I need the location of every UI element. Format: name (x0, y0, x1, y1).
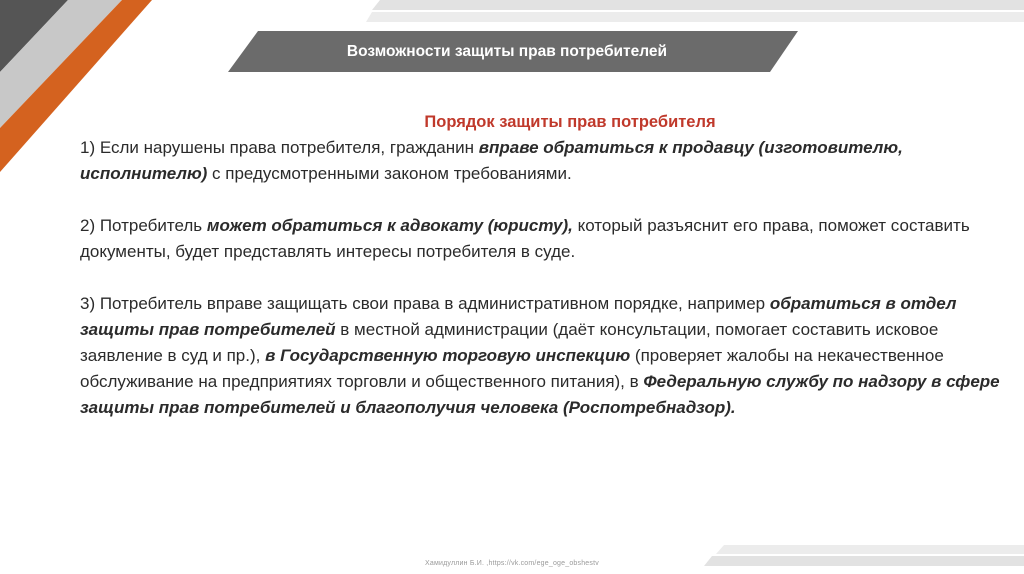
top-band-lighter (366, 12, 1024, 22)
top-band-light (372, 0, 1024, 10)
paragraph-3-run-4: в Государственную торговую инспекцию (265, 346, 631, 365)
footer-credit: Хамидуллин Б.И. ,https://vk.com/ege_oge_obshestv (425, 560, 599, 567)
paragraph-3-run-1: 3) Потребитель вправе защищать свои права в административном порядке, например (80, 294, 770, 313)
paragraph-3-run-5: (проверяет жалобы на некачественное обслуживание на предприятиях торговли и общественного питания), в (80, 346, 944, 391)
paragraph-1-run-2: вправе обратиться к продавцу (изготовителю, исполнителю) (80, 138, 903, 183)
paragraph-3 (80, 291, 1010, 421)
paragraph-3-run-2: обратиться в отдел защиты прав потребителей (80, 294, 957, 339)
paragraph-1-run-3: с предусмотренными законом требованиями. (207, 164, 572, 183)
bottom-band-light (716, 545, 1024, 554)
slide-title: Возможности защиты прав потребителей (346, 42, 668, 60)
paragraph-2-run-2: может обратиться к адвокату (юристу), (206, 216, 573, 235)
slide-content (80, 109, 1010, 421)
paragraph-3-run-3: в местной администрации (даёт консультации, помогает составить исковое заявление в суд и пр.), (80, 320, 939, 365)
paragraph-3-run-6: Федеральную службу по надзору в сфере защиты прав потребителей и благополучия человека (Роспотребнадзор). (80, 372, 1000, 417)
paragraph-2-run-3: который разъяснит его права, поможет составить документы, будет представлять интересы потребителя в суде. (80, 216, 970, 261)
paragraph-1 (80, 135, 1010, 187)
title-banner (228, 31, 798, 72)
section-heading: Порядок защиты прав потребителя (424, 113, 716, 131)
paragraph-2-run-1: 2) Потребитель (80, 216, 207, 235)
paragraph-2 (80, 213, 1010, 265)
paragraph-1-run-1: 1) Если нарушены права потребителя, гражданин (80, 138, 479, 157)
